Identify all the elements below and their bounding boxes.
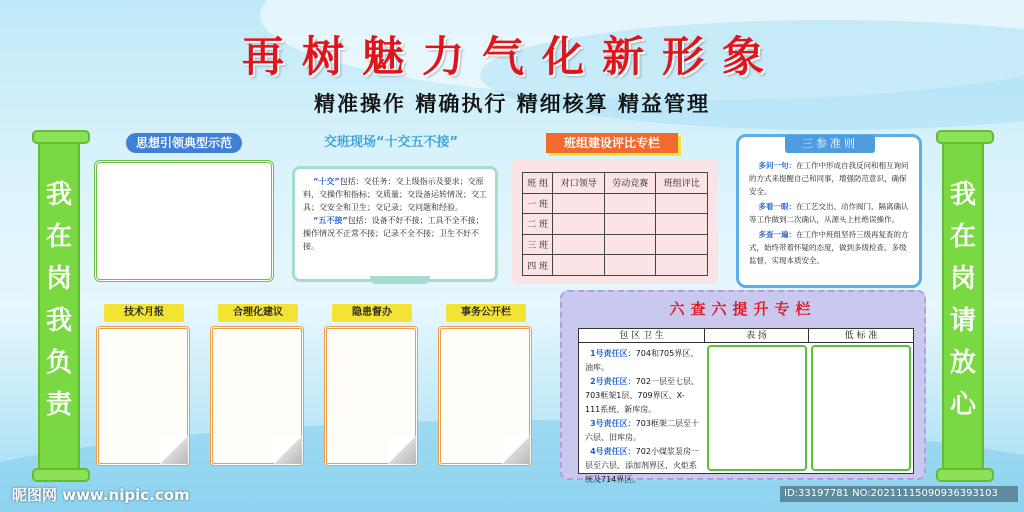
liucha-zone [585,445,699,487]
tag-yinhuan: 隐患督办 [332,304,412,322]
right-scroll-char: 请 [949,306,976,336]
table-row [523,255,708,276]
page-curl-icon [274,436,302,464]
left-scroll-char: 责 [45,390,72,420]
right-scroll-char: 岗 [949,264,976,294]
sancan-text: 在工艺交出、动作阀门、隔离确认等工作做到二次确认，从源头上杜绝误操作。 [749,202,909,224]
jiaoban-para-2 [303,214,487,253]
liucha-panel [560,290,926,484]
left-scroll-char: 我 [45,306,72,336]
jiaoban-key-2: “五不接” [313,216,348,225]
paper-panel-shiwu [438,326,532,466]
zone-key: 1号责任区： [590,349,636,358]
sixiang-label: 思想引领典型示范 [126,133,242,153]
sancan-text: 在工作中形成自我反问和相互询问的方式来提醒自己和同事，增强防范意识，确保安全。 [749,161,909,196]
jiaoban-text-2: 包括：设备不好不接；工具不全不接；操作情况不正常不接；记录不全不接；卫生不好不接。 [303,216,484,251]
table-cell [604,234,656,255]
liucha-zone [585,347,699,375]
table-row [523,193,708,214]
page-curl-icon [388,436,416,464]
watermark-left: 昵图网 www.nipic.com [12,486,190,504]
left-scroll-char: 我 [45,180,72,210]
liucha-col-header: 表 扬 [705,329,809,343]
banzu-table [522,172,708,276]
table-cell: 二 班 [523,214,553,235]
zone-key: 4号责任区： [590,447,636,456]
table-header-cell: 对口领导 [553,173,605,194]
table-cell [656,214,708,235]
sancan-item [749,228,909,267]
sixiang-photo-panel [94,160,274,282]
zone-text: 704和705界区、油库。 [585,349,699,372]
table-cell: 一 班 [523,193,553,214]
table-cell [553,255,605,276]
paper-panel-heli [210,326,304,466]
jiaoban-para-1 [303,175,487,214]
left-scroll-char: 岗 [45,264,72,294]
right-scroll-char: 在 [949,222,976,252]
right-scroll-char: 放 [949,348,976,378]
table-cell [656,234,708,255]
sancan-title: 三参准则 [785,135,875,153]
tag-heli: 合理化建议 [218,304,298,322]
liucha-zone [585,375,699,417]
zone-key: 2号责任区： [590,377,636,386]
page-curl-icon [160,436,188,464]
table-header-cell: 劳动竞赛 [604,173,656,194]
banzu-title: 班组建设评比专栏 [546,133,678,153]
table-header-cell: 班组评比 [656,173,708,194]
table-cell [553,234,605,255]
table-cell: 四 班 [523,255,553,276]
table-cell [656,193,708,214]
table-row [523,234,708,255]
book-tab-decoration [370,276,430,284]
zone-text: 702小煤浆泵房一层至六层、添加剂界区、火炬系统及714界区。 [585,447,699,484]
dibiaozhun-box [811,345,911,471]
sancan-item [749,159,909,198]
liucha-col-header: 包 区 卫 生 [579,329,705,343]
liucha-table [578,328,914,484]
table-cell [553,193,605,214]
liucha-col-header: 低 标 准 [809,329,913,343]
zone-text: 702一层至七层、703框架1层、709界区、X-111系统、新库房。 [585,377,699,414]
table-cell [604,255,656,276]
table-row [523,173,708,194]
sancan-item [749,200,909,226]
board-title: 再树魅力气化新形象 [241,32,782,81]
right-scroll-char: 我 [949,180,976,210]
left-scroll-text [40,174,78,426]
table-cell [553,214,605,235]
table-cell [656,255,708,276]
right-scroll [942,136,984,476]
sancan-key: 多问一句： [758,161,797,170]
table-row [523,214,708,235]
left-scroll [38,136,80,476]
jiaoban-panel [292,166,498,282]
right-scroll-char: 心 [949,390,976,420]
jiaoban-title: 交班现场“十交五不接” [323,135,459,150]
jiaoban-key-1: “十交” [313,177,340,186]
left-scroll-char: 在 [45,222,72,252]
paper-panel-jishu [96,326,190,466]
tag-jishu: 技术月报 [104,304,184,322]
sancan-panel [736,134,922,288]
table-cell: 三 班 [523,234,553,255]
board-subtitle: 精准操作 精确执行 精细核算 精益管理 [314,92,710,116]
zone-key: 3号责任区： [590,419,636,428]
page-curl-icon [502,436,530,464]
right-scroll-text [944,174,982,426]
tag-shiwu: 事务公开栏 [446,304,526,322]
watermark-right: ID:33197781 NO:20211115090936393103 [780,486,1018,502]
liucha-title: 六查六提升专栏 [669,300,817,318]
jiaoban-text-1: 包括：交任务：交上级指示及要求；交原料，交操作和指标；交质量；交设备运转情况；交工具；交安全和卫生；交记录；交问题和经验。 [303,177,487,212]
liucha-zone [585,417,699,445]
banzu-panel [512,160,718,284]
sancan-key: 多看一眼： [758,202,797,211]
table-cell [604,193,656,214]
biaoyang-box [707,345,807,471]
left-scroll-char: 负 [45,348,72,378]
sancan-key: 多查一遍： [758,230,797,239]
sancan-text: 在工作中班组坚持三级再复查的方式，始终带着怀疑的态度，做到多级检查、多级监督，实现本质安全。 [749,230,909,265]
zone-text: 703框架二层至十六层、旧库房。 [585,419,699,442]
table-cell [604,214,656,235]
paper-panel-yinhuan [324,326,418,466]
liucha-zones [581,345,703,489]
table-header-cell: 班 组 [523,173,553,194]
